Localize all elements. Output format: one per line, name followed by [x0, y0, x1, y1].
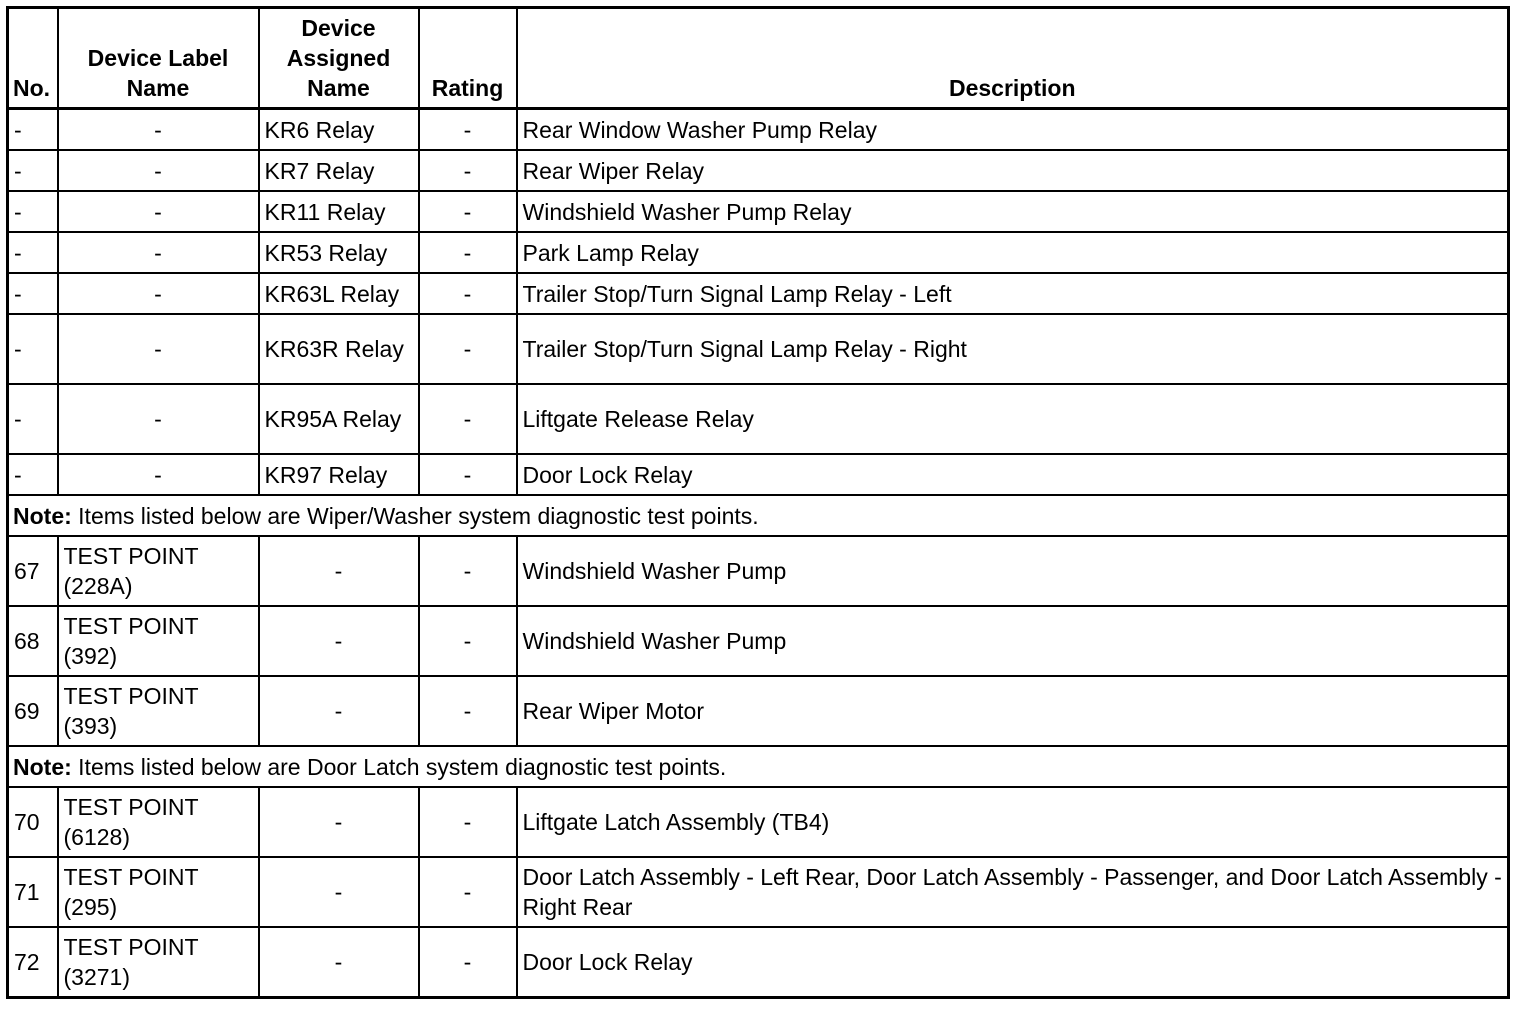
note-label: Note: — [13, 502, 72, 529]
fuse-relay-table — [6, 6, 1510, 999]
header-no: No. — [8, 8, 58, 109]
cell-device-label: - — [58, 232, 259, 273]
cell-device-assigned: - — [259, 857, 419, 927]
cell-no: - — [8, 384, 58, 454]
cell-description: Rear Wiper Relay — [517, 150, 1509, 191]
cell-device-assigned: - — [259, 676, 419, 746]
cell-no: 67 — [8, 536, 58, 606]
cell-device-label: - — [58, 109, 259, 151]
header-rating: Rating — [419, 8, 517, 109]
cell-description: Door Latch Assembly - Left Rear, Door Latch Assembly - Passenger, and Door Latch Assembly - Right Rear — [517, 857, 1509, 927]
cell-description: Park Lamp Relay — [517, 232, 1509, 273]
cell-no: 70 — [8, 787, 58, 857]
cell-device-assigned: KR63R Relay — [259, 314, 419, 384]
cell-no: - — [8, 191, 58, 232]
cell-rating: - — [419, 676, 517, 746]
cell-no: - — [8, 232, 58, 273]
cell-device-label: - — [58, 384, 259, 454]
cell-device-assigned: KR6 Relay — [259, 109, 419, 151]
cell-device-label: TEST POINT (295) — [58, 857, 259, 927]
header-device-assigned-name: Device Assigned Name — [259, 8, 419, 109]
cell-rating: - — [419, 606, 517, 676]
table-row — [8, 314, 1509, 384]
table-row — [8, 191, 1509, 232]
cell-no: 71 — [8, 857, 58, 927]
cell-device-label: - — [58, 150, 259, 191]
header-device-label-name: Device Label Name — [58, 8, 259, 109]
cell-no: 72 — [8, 927, 58, 998]
cell-device-assigned: KR97 Relay — [259, 454, 419, 495]
cell-description: Windshield Washer Pump — [517, 606, 1509, 676]
cell-description: Rear Window Washer Pump Relay — [517, 109, 1509, 151]
cell-no: - — [8, 150, 58, 191]
cell-description: Windshield Washer Pump Relay — [517, 191, 1509, 232]
table-row — [8, 787, 1509, 857]
cell-rating: - — [419, 857, 517, 927]
cell-rating: - — [419, 927, 517, 998]
table-row — [8, 536, 1509, 606]
cell-no: - — [8, 314, 58, 384]
cell-device-label: - — [58, 454, 259, 495]
header-description: Description — [517, 8, 1509, 109]
cell-device-label: TEST POINT (393) — [58, 676, 259, 746]
cell-description: Trailer Stop/Turn Signal Lamp Relay - Left — [517, 273, 1509, 314]
cell-description: Windshield Washer Pump — [517, 536, 1509, 606]
cell-rating: - — [419, 314, 517, 384]
table-row — [8, 857, 1509, 927]
cell-device-assigned: - — [259, 606, 419, 676]
cell-device-label: TEST POINT (3271) — [58, 927, 259, 998]
cell-device-assigned: KR11 Relay — [259, 191, 419, 232]
cell-no: - — [8, 109, 58, 151]
cell-no: 69 — [8, 676, 58, 746]
cell-rating: - — [419, 536, 517, 606]
cell-device-label: TEST POINT (6128) — [58, 787, 259, 857]
table-header-row — [8, 8, 1509, 109]
cell-device-assigned: - — [259, 787, 419, 857]
cell-description: Rear Wiper Motor — [517, 676, 1509, 746]
cell-device-assigned: KR63L Relay — [259, 273, 419, 314]
table-row — [8, 384, 1509, 454]
table-row — [8, 150, 1509, 191]
cell-no: - — [8, 454, 58, 495]
table-row — [8, 273, 1509, 314]
note-text: Items listed below are Wiper/Washer system diagnostic test points. — [71, 502, 759, 529]
cell-rating: - — [419, 273, 517, 314]
cell-device-label: TEST POINT (228A) — [58, 536, 259, 606]
cell-description: Door Lock Relay — [517, 454, 1509, 495]
cell-description: Liftgate Release Relay — [517, 384, 1509, 454]
cell-description: Trailer Stop/Turn Signal Lamp Relay - Right — [517, 314, 1509, 384]
table-row — [8, 454, 1509, 495]
cell-description: Liftgate Latch Assembly (TB4) — [517, 787, 1509, 857]
cell-rating: - — [419, 150, 517, 191]
cell-rating: - — [419, 787, 517, 857]
cell-device-label: - — [58, 273, 259, 314]
cell-device-label: - — [58, 191, 259, 232]
note-row — [8, 746, 1509, 787]
note-cell — [8, 495, 1509, 536]
cell-rating: - — [419, 454, 517, 495]
cell-rating: - — [419, 384, 517, 454]
table-row — [8, 232, 1509, 273]
cell-no: - — [8, 273, 58, 314]
cell-rating: - — [419, 191, 517, 232]
cell-device-assigned: - — [259, 536, 419, 606]
table-row — [8, 606, 1509, 676]
table-row — [8, 927, 1509, 998]
cell-device-assigned: - — [259, 927, 419, 998]
cell-rating: - — [419, 109, 517, 151]
cell-no: 68 — [8, 606, 58, 676]
cell-device-label: TEST POINT (392) — [58, 606, 259, 676]
note-row — [8, 495, 1509, 536]
note-text: Items listed below are Door Latch system diagnostic test points. — [71, 753, 727, 780]
table-row — [8, 676, 1509, 746]
cell-device-assigned: KR95A Relay — [259, 384, 419, 454]
cell-device-assigned: KR7 Relay — [259, 150, 419, 191]
table-row — [8, 109, 1509, 151]
cell-device-assigned: KR53 Relay — [259, 232, 419, 273]
cell-device-label: - — [58, 314, 259, 384]
note-label: Note: — [13, 753, 72, 780]
cell-rating: - — [419, 232, 517, 273]
note-cell — [8, 746, 1509, 787]
cell-description: Door Lock Relay — [517, 927, 1509, 998]
